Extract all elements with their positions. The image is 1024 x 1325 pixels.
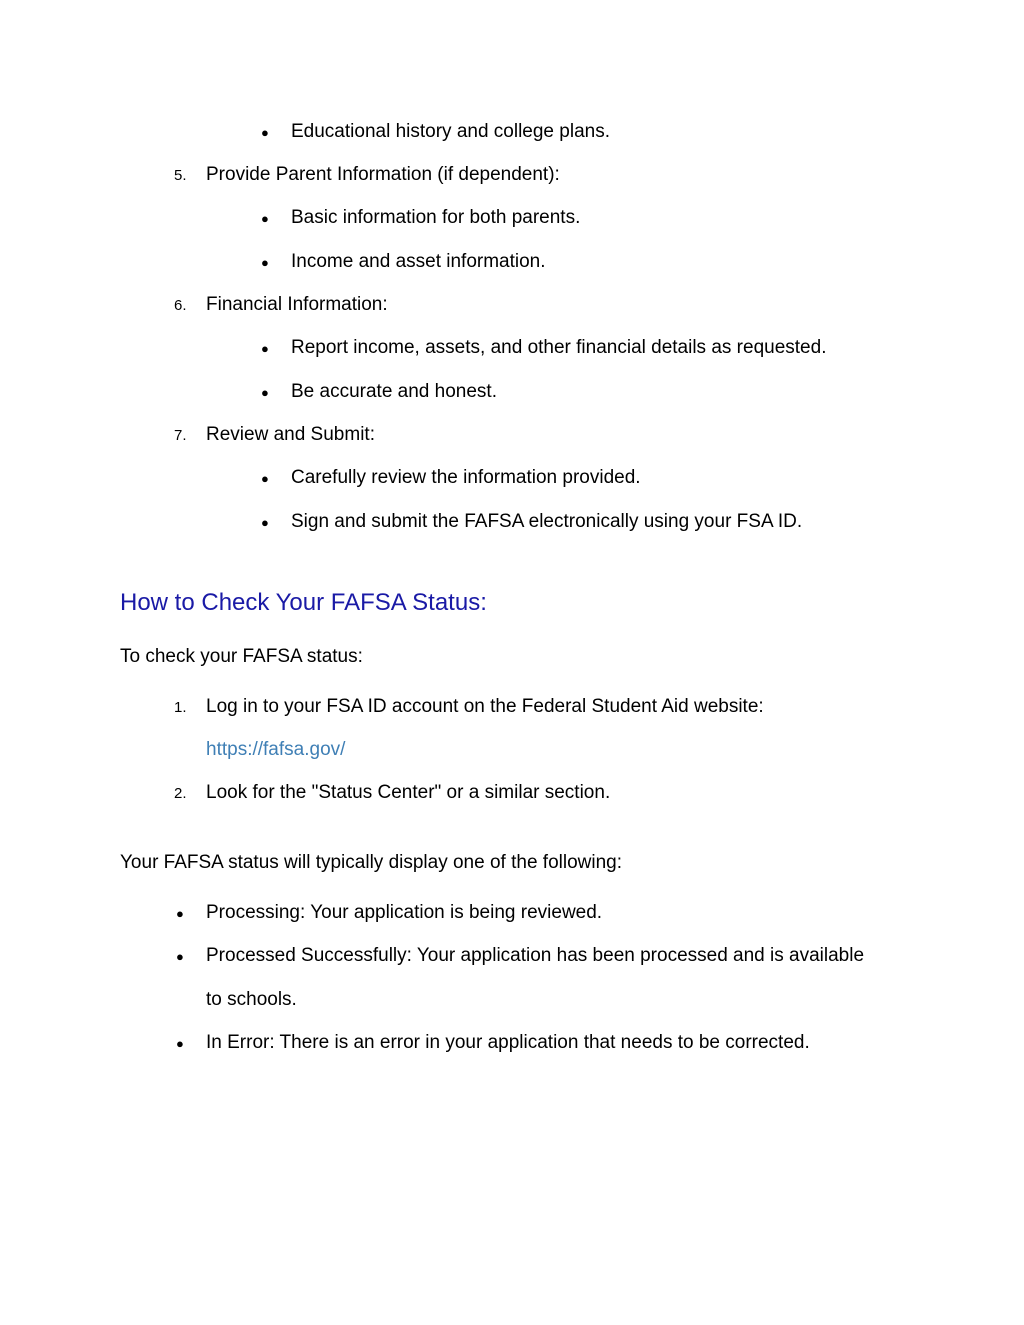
step7-number: 7. [174, 427, 187, 444]
step5-title: Provide Parent Information (if dependent): [206, 164, 560, 185]
step5-bullet-2: Income and asset information. [291, 251, 546, 272]
step7-bullet-2: Sign and submit the FAFSA electronically using your FSA ID. [291, 511, 803, 532]
bullet-icon: ● [261, 341, 269, 356]
status-step2-text: Look for the "Status Center" or a similar section. [206, 782, 611, 803]
fafsa-link[interactable]: https://fafsa.gov/ [206, 739, 346, 760]
bullet-icon: ● [176, 906, 184, 921]
step6-bullet-1: Report income, assets, and other financial details as requested. [291, 337, 827, 358]
bullet-icon: ● [261, 385, 269, 400]
step7-bullet-1: Carefully review the information provided. [291, 467, 641, 488]
bullet-icon: ● [261, 515, 269, 530]
status-display-intro: Your FAFSA status will typically display one of the following: [120, 852, 622, 873]
step6-number: 6. [174, 297, 187, 314]
status-step1-number: 1. [174, 699, 187, 716]
status-processed-line-1: Processed Successfully: Your application has been processed and is available [206, 945, 865, 966]
bullet-icon: ● [261, 255, 269, 270]
status-step1-text: Log in to your FSA ID account on the Federal Student Aid website: [206, 696, 764, 717]
status-step2-number: 2. [174, 785, 187, 802]
step6-title: Financial Information: [206, 294, 388, 315]
bullet-icon: ● [176, 949, 184, 964]
status-in-error: In Error: There is an error in your application that needs to be corrected. [206, 1032, 810, 1053]
section-heading: How to Check Your FAFSA Status: [120, 589, 487, 616]
bullet-icon: ● [261, 125, 269, 140]
bullet-icon: ● [261, 211, 269, 226]
bullet-icon: ● [261, 471, 269, 486]
status-processed-line-2: to schools. [206, 989, 297, 1010]
status-intro: To check your FAFSA status: [120, 646, 363, 667]
step7-title: Review and Submit: [206, 424, 375, 445]
step4-bullet-1: Educational history and college plans. [291, 121, 610, 142]
status-processing: Processing: Your application is being reviewed. [206, 902, 603, 923]
step6-bullet-2: Be accurate and honest. [291, 381, 497, 402]
step5-number: 5. [174, 167, 187, 184]
bullet-icon: ● [176, 1036, 184, 1051]
step5-bullet-1: Basic information for both parents. [291, 207, 581, 228]
